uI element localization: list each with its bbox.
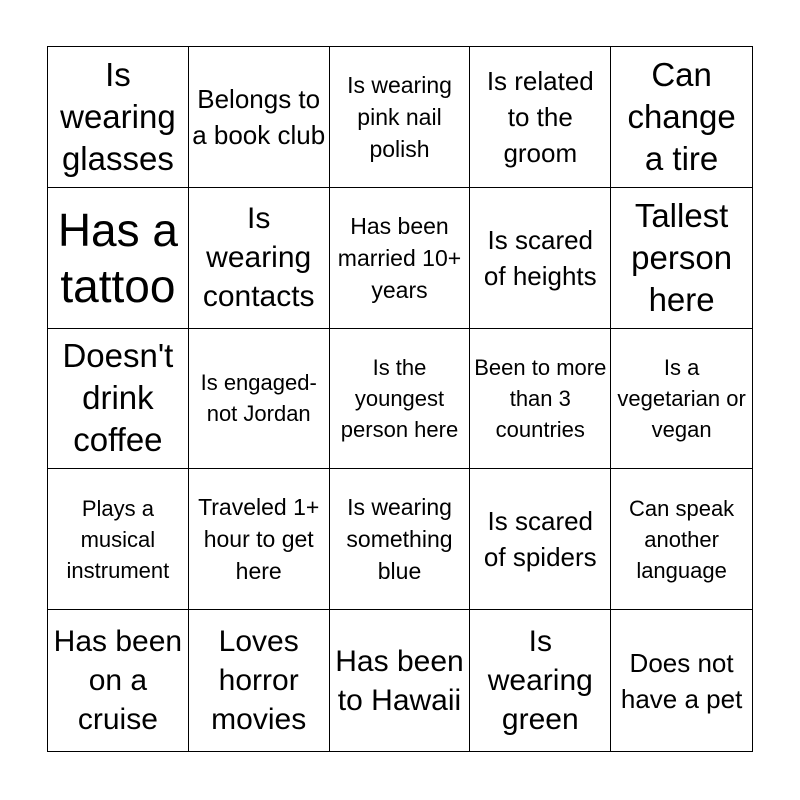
cell-text: Has a tattoo: [57, 203, 178, 312]
cell-text: Plays a musical instrument: [66, 495, 170, 583]
bingo-cell-4-5[interactable]: [611, 469, 752, 610]
bingo-cell-1-1[interactable]: [48, 47, 189, 188]
cell-text: Loves horror movies: [211, 625, 307, 737]
bingo-cell-3-5[interactable]: [611, 329, 752, 470]
cell-text: Has been to Hawaii: [335, 644, 464, 717]
bingo-cell-1-4[interactable]: [470, 47, 611, 188]
bingo-cell-2-3[interactable]: [330, 188, 471, 329]
bingo-cell-5-4[interactable]: [470, 610, 611, 751]
bingo-cell-2-5[interactable]: [611, 188, 752, 329]
bingo-cell-3-4[interactable]: [470, 329, 611, 470]
cell-text: Is scared of heights: [483, 224, 597, 291]
cell-text: Is related to the groom: [486, 65, 594, 168]
cell-text: Is the youngest person here: [340, 354, 459, 442]
cell-text: Does not have a pet: [620, 647, 743, 714]
bingo-cell-4-2[interactable]: [189, 469, 330, 610]
cell-text: Has been on a cruise: [53, 625, 183, 737]
cell-text: Is scared of spiders: [483, 506, 597, 573]
bingo-cell-1-5[interactable]: [611, 47, 752, 188]
cell-text: Is a vegetarian or vegan: [617, 354, 746, 442]
bingo-board: [47, 46, 753, 752]
cell-text: Doesn't drink coffee: [62, 337, 174, 459]
bingo-cell-2-4[interactable]: [470, 188, 611, 329]
cell-text: Is engaged- not Jordan: [200, 370, 317, 427]
cell-text: Is wearing contacts: [202, 202, 315, 314]
cell-text: Traveled 1+ hour to get here: [198, 494, 320, 585]
bingo-cell-4-3[interactable]: [330, 469, 471, 610]
cell-text: Belongs to a book club: [192, 83, 326, 150]
cell-text: Is wearing pink nail polish: [347, 71, 452, 162]
cell-text: Been to more than 3 countries: [474, 354, 607, 442]
cell-text: Has been married 10+ years: [337, 212, 462, 303]
bingo-cell-1-3[interactable]: [330, 47, 471, 188]
cell-text: Tallest person here: [631, 196, 733, 318]
bingo-cell-3-2[interactable]: [189, 329, 330, 470]
cell-text: Is wearing green: [487, 625, 593, 737]
bingo-cell-3-1[interactable]: [48, 329, 189, 470]
bingo-cell-4-4[interactable]: [470, 469, 611, 610]
cell-text: Is wearing something blue: [346, 494, 453, 585]
bingo-cell-2-1[interactable]: [48, 188, 189, 329]
bingo-cell-5-5[interactable]: [611, 610, 752, 751]
bingo-cell-2-2[interactable]: [189, 188, 330, 329]
bingo-cell-5-2[interactable]: [189, 610, 330, 751]
bingo-cell-3-3[interactable]: [330, 329, 471, 470]
cell-text: Can speak another language: [629, 495, 735, 583]
bingo-cell-1-2[interactable]: [189, 47, 330, 188]
bingo-cell-4-1[interactable]: [48, 469, 189, 610]
bingo-cell-5-3[interactable]: [330, 610, 471, 751]
cell-text: Is wearing glasses: [60, 55, 176, 177]
bingo-cell-5-1[interactable]: [48, 610, 189, 751]
cell-text: Can change a tire: [627, 55, 736, 177]
